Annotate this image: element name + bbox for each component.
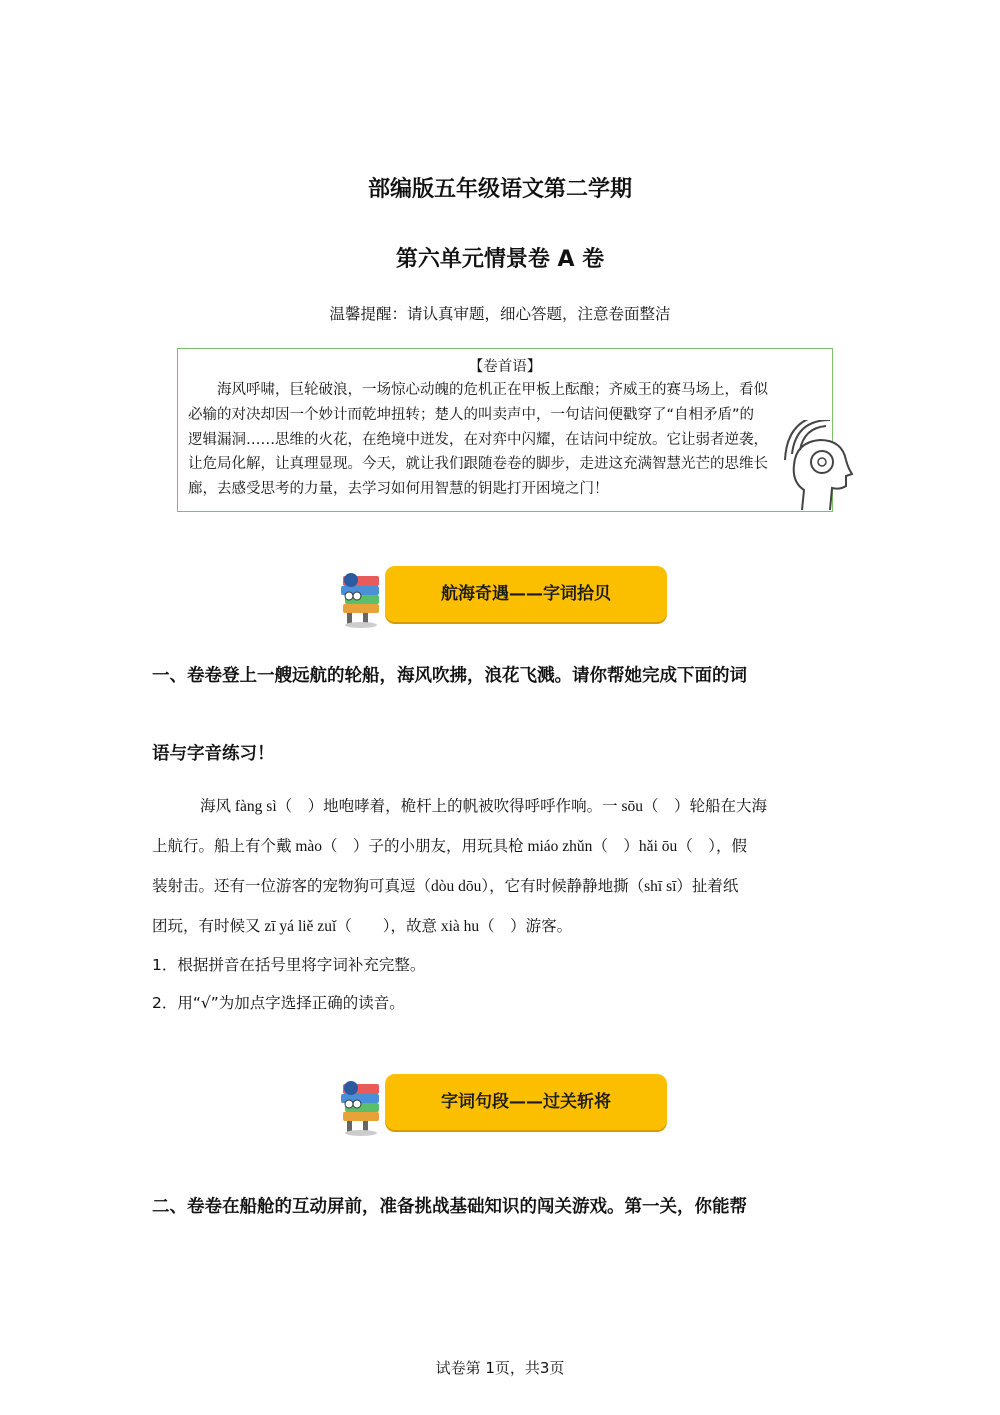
- exam-title: 部编版五年级语文第二学期: [367, 177, 632, 202]
- preface-box: [177, 348, 833, 512]
- reminder-text: 温馨提醒：请认真审题，细心答题，注意卷面整洁: [329, 305, 671, 323]
- preface-line: 让危局化解，让真理显现。今天，就让我们跟随卷卷的脚步，走进这充满智慧光芒的思维长: [188, 456, 768, 473]
- preface-line: 逻辑漏洞……思维的火花，在绝境中迸发，在对弈中闪耀，在诘问中绽放。它让弱者逆袭，: [188, 431, 768, 448]
- banner-label-2: 字词句段——过关斩将: [385, 1074, 667, 1130]
- passage-line: 团玩，有时候又 zī yá liě zuǐ（ ），故意 xià hu（ ）游客。: [152, 918, 573, 935]
- passage-line: 海风 fàng sì（ ）地咆哮着，桅杆上的帆被吹得呼呼作响。一 sōu（ ）轮船在大海: [200, 798, 768, 815]
- preface-line: 廊，去感受思考的力量，去学习如何用智慧的钥匙打开困境之门！: [188, 481, 609, 498]
- page-footer: 试卷第 1页，共3页: [435, 1359, 565, 1377]
- mascot-books-icon: [333, 1074, 389, 1136]
- banner-label-1: 航海奇遇——字词拾贝: [385, 566, 667, 622]
- mascot-books-icon: [333, 566, 389, 628]
- preface-line: 必输的对决却因一个妙计而乾坤扭转；楚人的叫卖声中，一句诘问便戳穿了“自相矛盾”的: [188, 406, 755, 423]
- question-2-line-1: 二、卷卷在船舱的互动屏前，准备挑战基础知识的闯关游戏。第一关，你能帮: [152, 1197, 747, 1217]
- subquestion-1: 1．根据拼音在括号里将字词补充完整。: [152, 956, 426, 974]
- question-1-passage: [152, 794, 842, 954]
- preface-text: [188, 378, 800, 502]
- preface-heading: 【卷首语】: [468, 359, 542, 375]
- section-banner-2: [333, 1074, 669, 1132]
- preface-line: 海风呼啸，巨轮破浪，一场惊心动魄的危机正在甲板上酝酿；齐威王的赛马场上，看似: [217, 382, 768, 398]
- question-1-line-1: 一、卷卷登上一艘远航的轮船，海风吹拂，浪花飞溅。请你帮她完成下面的词: [152, 666, 747, 686]
- section-banner-1: [333, 566, 669, 624]
- passage-line: 上航行。船上有个戴 mào（ ）子的小朋友，用玩具枪 miáo zhǔn（ ）hǎi ōu（ ），假: [152, 838, 747, 855]
- question-1-line-2: 语与字音练习！: [152, 744, 275, 764]
- exam-subtitle: 第六单元情景卷 A 卷: [395, 247, 605, 272]
- passage-line: 装射击。还有一位游客的宠物狗可真逗（dòu dōu），它有时候静静地撕（shī sī）扯着纸: [152, 878, 739, 895]
- thinking-head-icon: [782, 420, 862, 516]
- subquestion-2: 2．用“√”为加点字选择正确的读音。: [152, 994, 405, 1012]
